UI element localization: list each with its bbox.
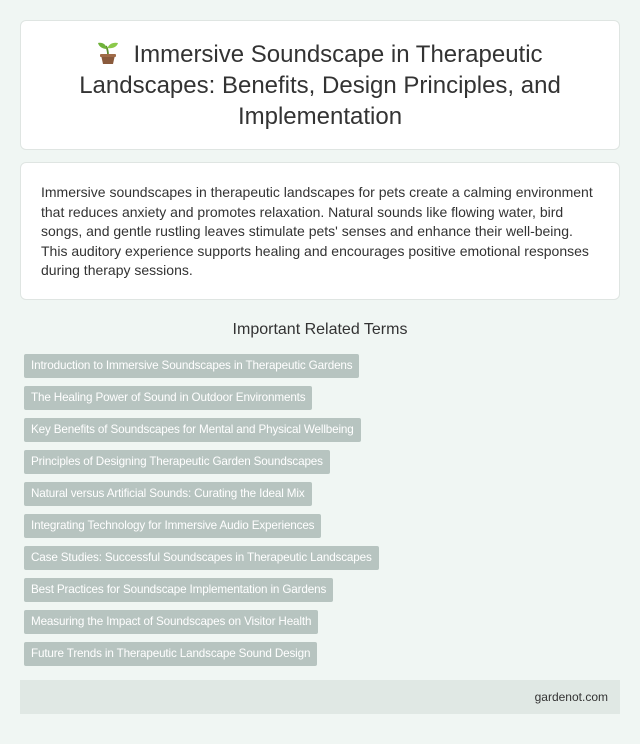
description-text: Immersive soundscapes in therapeutic landscapes for pets create a calming environment that reduces anxiety and promotes relaxation. Natural sounds like flowing water, bird songs, and gentle rustling leaves stimulate pets' senses and enhance their well-being. This auditory experience supports healing and encourages positive emotional responses during therapy sessions. xyxy=(41,184,593,278)
title-card xyxy=(20,20,620,150)
related-term-tag[interactable]: Introduction to Immersive Soundscapes in Therapeutic Gardens xyxy=(24,354,359,378)
related-term-tag[interactable]: Measuring the Impact of Soundscapes on Visitor Health xyxy=(24,610,318,634)
footer xyxy=(20,680,620,714)
related-term-tag[interactable]: Case Studies: Successful Soundscapes in Therapeutic Landscapes xyxy=(24,546,379,570)
related-term-tag[interactable]: Best Practices for Soundscape Implementation in Gardens xyxy=(24,578,333,602)
related-term-tag[interactable]: Future Trends in Therapeutic Landscape Sound Design xyxy=(24,642,317,666)
sprout-icon xyxy=(97,41,119,65)
page-title-text: Immersive Soundscape in Therapeutic Landscapes: Benefits, Design Principles, and Implementation xyxy=(79,40,561,130)
page-title xyxy=(61,39,579,132)
footer-site-link[interactable]: gardenot.com xyxy=(534,690,608,704)
related-term-tag[interactable]: Principles of Designing Therapeutic Garden Soundscapes xyxy=(24,450,330,474)
related-term-tag[interactable]: Key Benefits of Soundscapes for Mental and Physical Wellbeing xyxy=(24,418,361,442)
related-term-tag[interactable]: The Healing Power of Sound in Outdoor Environments xyxy=(24,386,312,410)
related-terms-list xyxy=(24,354,616,674)
related-terms-heading: Important Related Terms xyxy=(232,321,408,338)
related-term-tag[interactable]: Integrating Technology for Immersive Audio Experiences xyxy=(24,514,321,538)
related-term-tag[interactable]: Natural versus Artificial Sounds: Curating the Ideal Mix xyxy=(24,482,312,506)
description-card xyxy=(20,162,620,300)
